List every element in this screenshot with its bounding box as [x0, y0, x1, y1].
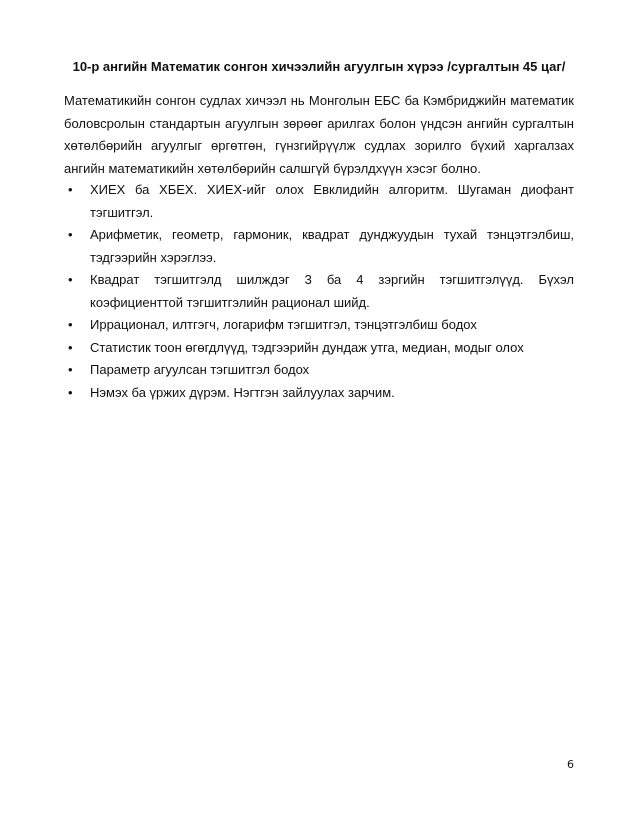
topic-item-5: • Статистик тоон өгөгдлүүд, тэдгээрийн дундаж утга, медиан, модыг олох — [64, 337, 574, 360]
topic-list — [64, 179, 574, 404]
topic-item-6: • Параметр агуулсан тэгшитгэл бодох — [64, 359, 574, 382]
page-number: 6 — [567, 758, 574, 771]
document-title: 10-р ангийн Математик сонгон хичээлийн агуулгын хүрээ /сургалтын 45 цаг/ — [72, 59, 566, 74]
topic-item-2: • Арифметик, геометр, гармоник, квадрат дунджуудын тухай тэнцэтгэлбиш, тэдгээрийн хэрэглээ. — [64, 224, 574, 269]
topic-item-3: • Квадрат тэгшитгэлд шилждэг 3 ба 4 зэргийн тэгшитгэлүүд. Бүхэл коэфициенттой тэгшитгэлийн рационал шийд. — [64, 269, 574, 314]
intro-paragraph: Математикийн сонгон судлах хичээл нь Монголын ЕБС ба Кэмбриджийн математик боловсролын стандартын агуулгын зөрөөг арилгах болон үндсэн ангийн сургалтын хөтөлбөрийн агуулгыг өргөтгөн, гүнзгийрүүлж судлах зорилго бүхий харгалзах ангийн математикийн хөтөлбөрийн салшгүй бүрэлдхүүн хэсэг болно. — [64, 93, 574, 176]
topic-item-7: • Нэмэх ба үржих дүрэм. Нэгтгэн зайлуулах зарчим. — [64, 382, 574, 405]
topic-item-1: • ХИЕХ ба ХБЕХ. ХИЕХ-ийг олох Евклидийн алгоритм. Шугаман диофант тэгшитгэл. — [64, 179, 574, 224]
topic-item-4: • Иррационал, илтгэгч, логарифм тэгшитгэл, тэнцэтгэлбиш бодох — [64, 314, 574, 337]
